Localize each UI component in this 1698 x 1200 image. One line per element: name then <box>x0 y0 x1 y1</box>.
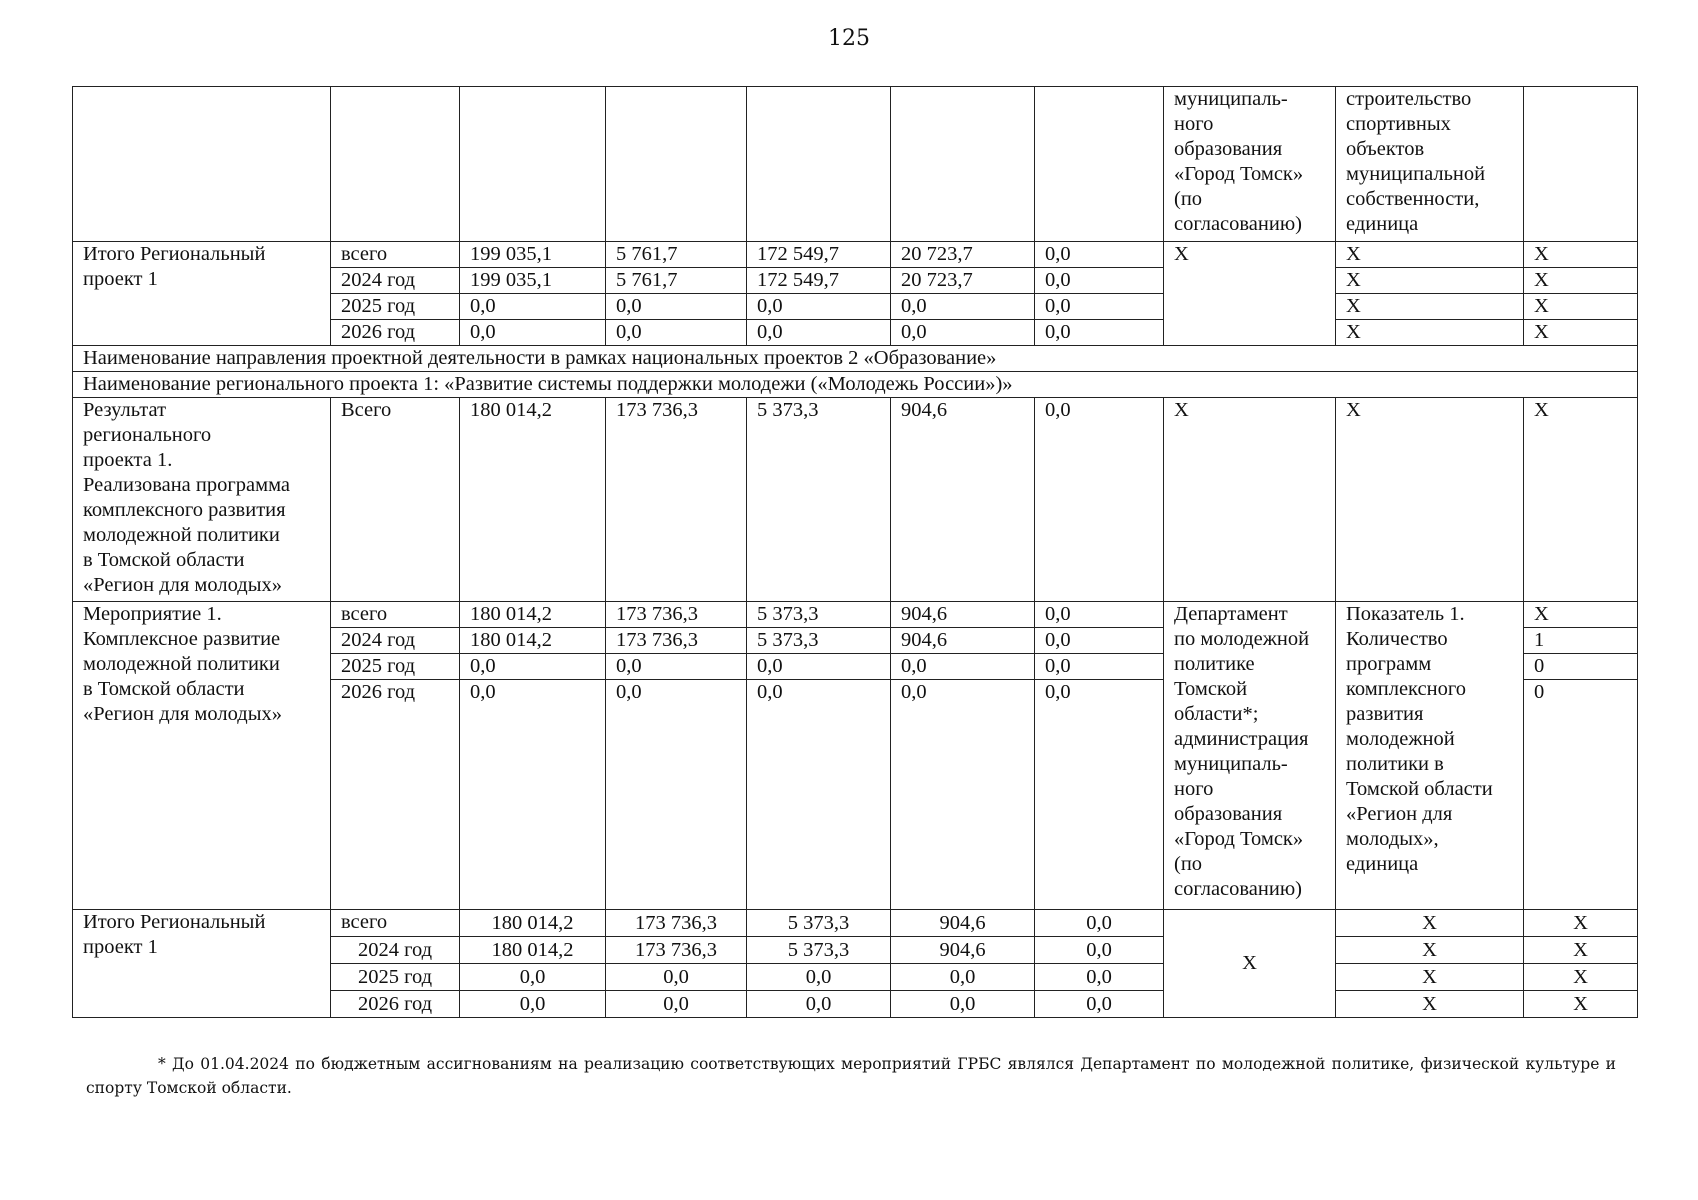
table-cell: 5 761,7 <box>606 268 747 294</box>
table-cell: Х <box>1336 937 1524 964</box>
executor-cell: Х <box>1164 242 1336 346</box>
table-cell <box>1524 87 1638 242</box>
executor-cell: Департамент по молодежной политике Томской области*; администрация муниципаль- ного образования «Город Томск» (по согласованию) <box>1164 602 1336 910</box>
table-cell: 173 736,3 <box>606 910 747 937</box>
table-cell <box>891 87 1035 242</box>
table-cell: 173 736,3 <box>606 937 747 964</box>
table-cell: Х <box>1524 268 1638 294</box>
table-cell: 0,0 <box>747 680 891 910</box>
table-cell: 5 373,3 <box>747 398 891 602</box>
table-cell: 0,0 <box>1035 268 1164 294</box>
indicator-cell: строительство спортивных объектов муниципальной собственности, единица <box>1336 87 1524 242</box>
table-cell: 0,0 <box>747 654 891 680</box>
table-cell: 2024 год <box>331 268 460 294</box>
table-cell: 904,6 <box>891 937 1035 964</box>
continuation-row <box>73 87 1638 242</box>
table-cell: 0 <box>1524 680 1638 910</box>
table-cell: 2026 год <box>331 680 460 910</box>
table-cell: всего <box>331 602 460 628</box>
table-row <box>73 242 1638 268</box>
table-cell: 173 736,3 <box>606 602 747 628</box>
total-label: Итого Региональный проект 1 <box>73 242 331 346</box>
table-cell: 904,6 <box>891 602 1035 628</box>
table-cell: Х <box>1524 398 1638 602</box>
table-cell: 0,0 <box>1035 398 1164 602</box>
total-label: Итого Региональный проект 1 <box>73 910 331 1018</box>
indicator-cell: Х <box>1336 398 1524 602</box>
table-cell: 172 549,7 <box>747 242 891 268</box>
table-cell: 0,0 <box>1035 991 1164 1018</box>
table-cell: 2026 год <box>331 991 460 1018</box>
table-cell: 0,0 <box>891 654 1035 680</box>
table-cell: 173 736,3 <box>606 398 747 602</box>
table-cell: 0,0 <box>1035 654 1164 680</box>
table-cell: 2025 год <box>331 654 460 680</box>
table-cell: всего <box>331 242 460 268</box>
table-cell: Всего <box>331 398 460 602</box>
table-cell: 2024 год <box>331 628 460 654</box>
table-cell: 2025 год <box>331 964 460 991</box>
indicator-cell: Показатель 1. Количество программ комплексного развития молодежной политики в Томской области «Регион для молодых», единица <box>1336 602 1524 910</box>
table-cell: 0,0 <box>891 680 1035 910</box>
table-cell: Х <box>1336 268 1524 294</box>
table-cell: 173 736,3 <box>606 628 747 654</box>
table-cell: 1 <box>1524 628 1638 654</box>
table-cell <box>73 87 331 242</box>
table-cell: 20 723,7 <box>891 268 1035 294</box>
table-cell: Х <box>1524 602 1638 628</box>
executor-cell: Х <box>1164 910 1336 1018</box>
table-cell: 199 035,1 <box>460 242 606 268</box>
table-cell: 5 373,3 <box>747 910 891 937</box>
table-cell: 0,0 <box>606 294 747 320</box>
budget-table <box>72 86 1638 1018</box>
page-number: 125 <box>828 26 870 51</box>
table-cell: Х <box>1524 964 1638 991</box>
table-cell: 0,0 <box>1035 964 1164 991</box>
table-cell: Х <box>1524 910 1638 937</box>
table-cell: 904,6 <box>891 910 1035 937</box>
table-row <box>73 602 1638 628</box>
table-cell: 0,0 <box>1035 294 1164 320</box>
section-header-row <box>73 346 1638 372</box>
table-cell <box>331 87 460 242</box>
table-cell: Х <box>1336 320 1524 346</box>
section-project: Наименование регионального проекта 1: «Развитие системы поддержки молодежи («Молодежь России»)» <box>73 372 1638 398</box>
table-cell: 0,0 <box>460 294 606 320</box>
table-cell: 180 014,2 <box>460 910 606 937</box>
table-cell: Х <box>1524 294 1638 320</box>
table-cell: 0,0 <box>1035 937 1164 964</box>
table-cell: 0,0 <box>747 294 891 320</box>
table-cell: Х <box>1524 242 1638 268</box>
table-cell: 0,0 <box>1035 602 1164 628</box>
table-cell: Х <box>1336 991 1524 1018</box>
table-cell: 0,0 <box>1035 320 1164 346</box>
table-cell: 2025 год <box>331 294 460 320</box>
section-header-row <box>73 372 1638 398</box>
table-cell: 199 035,1 <box>460 268 606 294</box>
table-cell: 904,6 <box>891 628 1035 654</box>
table-cell: 0,0 <box>891 964 1035 991</box>
table-cell <box>460 87 606 242</box>
table-cell: 0,0 <box>460 654 606 680</box>
table-cell: 0,0 <box>460 964 606 991</box>
table-cell: 172 549,7 <box>747 268 891 294</box>
result-row <box>73 398 1638 602</box>
table-cell: 180 014,2 <box>460 628 606 654</box>
event-label: Мероприятие 1. Комплексное развитие молодежной политики в Томской области «Регион для молодых» <box>73 602 331 910</box>
table-cell: 20 723,7 <box>891 242 1035 268</box>
table-cell: Х <box>1524 937 1638 964</box>
table-cell: 180 014,2 <box>460 398 606 602</box>
table-cell: 0,0 <box>891 294 1035 320</box>
table-row <box>73 910 1638 937</box>
table-cell: Х <box>1524 991 1638 1018</box>
table-cell: Х <box>1336 242 1524 268</box>
table-cell: 0,0 <box>606 654 747 680</box>
table-cell: 0,0 <box>460 680 606 910</box>
footnote: * До 01.04.2024 по бюджетным ассигнованиям на реализацию соответствующих мероприятий ГРБС являлся Департамент по молодежной политике, физической культуре и спорту Томской области. <box>86 1055 1616 1097</box>
result-label: Результат регионального проекта 1. Реализована программа комплексного развития молодежной политики в Томской области «Регион для молодых» <box>73 398 331 602</box>
table-cell: 0,0 <box>747 320 891 346</box>
table-cell: 0,0 <box>1035 910 1164 937</box>
table-cell: 0,0 <box>1035 242 1164 268</box>
table-cell <box>1035 87 1164 242</box>
executor-cell: Х <box>1164 398 1336 602</box>
table-cell: 0,0 <box>606 680 747 910</box>
executor-cell: муниципаль- ного образования «Город Томск» (по согласованию) <box>1164 87 1336 242</box>
table-cell: 0 <box>1524 654 1638 680</box>
table-cell: всего <box>331 910 460 937</box>
table-cell: 0,0 <box>1035 680 1164 910</box>
table-cell: 0,0 <box>606 991 747 1018</box>
table-cell: Х <box>1336 294 1524 320</box>
table-cell: 2024 год <box>331 937 460 964</box>
table-cell <box>747 87 891 242</box>
table-cell: 0,0 <box>460 991 606 1018</box>
section-direction: Наименование направления проектной деятельности в рамках национальных проектов 2 «Образование» <box>73 346 1638 372</box>
table-cell: 0,0 <box>747 991 891 1018</box>
table-cell: 0,0 <box>606 320 747 346</box>
table-cell: 904,6 <box>891 398 1035 602</box>
table-cell: Х <box>1524 320 1638 346</box>
table-cell: 0,0 <box>1035 628 1164 654</box>
table-cell: 0,0 <box>747 964 891 991</box>
table-cell: Х <box>1336 964 1524 991</box>
table-cell <box>606 87 747 242</box>
table-cell: 180 014,2 <box>460 602 606 628</box>
table-cell: Х <box>1336 910 1524 937</box>
table-cell: 5 373,3 <box>747 628 891 654</box>
table-cell: 5 761,7 <box>606 242 747 268</box>
table-cell: 0,0 <box>891 991 1035 1018</box>
table-cell: 5 373,3 <box>747 937 891 964</box>
table-cell: 0,0 <box>891 320 1035 346</box>
table-cell: 2026 год <box>331 320 460 346</box>
table-cell: 5 373,3 <box>747 602 891 628</box>
table-cell: 0,0 <box>460 320 606 346</box>
table-cell: 0,0 <box>606 964 747 991</box>
table-cell: 180 014,2 <box>460 937 606 964</box>
